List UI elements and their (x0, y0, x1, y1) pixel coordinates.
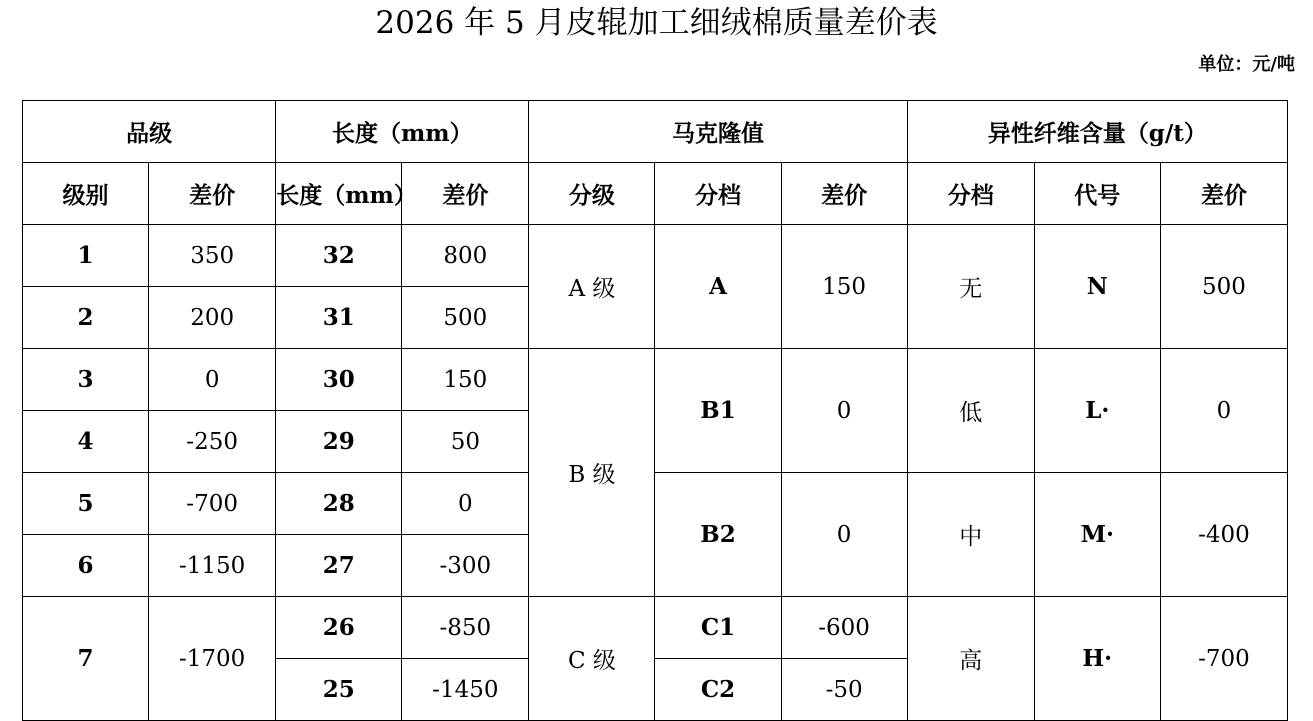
col-header-grade-level: 级别 (23, 163, 149, 225)
col-header-mic-class: 分级 (529, 163, 655, 225)
mic-class-cell: A 级 (529, 225, 655, 349)
price-difference-table (22, 100, 1288, 721)
length-cell: 31 (276, 287, 402, 349)
length-diff-cell: 800 (402, 225, 529, 287)
mic-bin-cell: C2 (655, 659, 781, 721)
column-header-row (23, 163, 1288, 225)
length-diff-cell: 150 (402, 349, 529, 411)
group-header-length: 长度（mm） (276, 101, 529, 163)
mic-class-cell: C 级 (529, 597, 655, 721)
table-row (23, 349, 1288, 411)
grade-diff-cell: -250 (149, 411, 276, 473)
length-cell: 27 (276, 535, 402, 597)
foreign-diff-cell: 0 (1160, 349, 1287, 473)
length-cell: 28 (276, 473, 402, 535)
grade-level-cell: 5 (23, 473, 149, 535)
grade-level-cell: 4 (23, 411, 149, 473)
grade-level-cell: 3 (23, 349, 149, 411)
foreign-bin-cell: 高 (907, 597, 1034, 721)
col-header-foreign-code: 代号 (1034, 163, 1160, 225)
foreign-diff-cell: 500 (1160, 225, 1287, 349)
foreign-bin-cell: 低 (907, 349, 1034, 473)
group-header-row (23, 101, 1288, 163)
table-row (23, 597, 1288, 659)
table-row (23, 225, 1288, 287)
grade-level-cell: 1 (23, 225, 149, 287)
group-header-grade: 品级 (23, 101, 276, 163)
group-header-foreign: 异性纤维含量（g/t） (907, 101, 1287, 163)
col-header-length-diff: 差价 (402, 163, 529, 225)
grade-diff-cell: -1150 (149, 535, 276, 597)
table-row (23, 473, 1288, 535)
col-header-mic-bin: 分档 (655, 163, 781, 225)
col-header-foreign-bin: 分档 (907, 163, 1034, 225)
mic-bin-cell: B2 (655, 473, 781, 597)
mic-diff-cell: 0 (781, 349, 907, 473)
mic-diff-cell: 0 (781, 473, 907, 597)
foreign-diff-cell: -700 (1160, 597, 1287, 721)
col-header-foreign-diff: 差价 (1160, 163, 1287, 225)
length-cell: 30 (276, 349, 402, 411)
grade-diff-cell: 0 (149, 349, 276, 411)
foreign-code-cell: M· (1034, 473, 1160, 597)
grade-level-cell: 6 (23, 535, 149, 597)
mic-bin-cell: A (655, 225, 781, 349)
length-cell: 26 (276, 597, 402, 659)
foreign-code-cell: H· (1034, 597, 1160, 721)
col-header-length: 长度（mm） (276, 163, 402, 225)
page-title: 2026 年 5 月皮辊加工细绒棉质量差价表 (375, 5, 938, 41)
mic-diff-cell: 150 (781, 225, 907, 349)
length-diff-cell: -1450 (402, 659, 529, 721)
length-diff-cell: 0 (402, 473, 529, 535)
grade-level-cell: 2 (23, 287, 149, 349)
length-cell: 32 (276, 225, 402, 287)
grade-diff-cell: -700 (149, 473, 276, 535)
grade-diff-cell: 350 (149, 225, 276, 287)
foreign-diff-cell: -400 (1160, 473, 1287, 597)
foreign-code-cell: L· (1034, 349, 1160, 473)
grade-level-cell: 7 (23, 597, 149, 721)
length-diff-cell: -300 (402, 535, 529, 597)
length-diff-cell: 500 (402, 287, 529, 349)
grade-diff-cell: -1700 (149, 597, 276, 721)
mic-diff-cell: -50 (781, 659, 907, 721)
col-header-grade-diff: 差价 (149, 163, 276, 225)
mic-class-cell: B 级 (529, 349, 655, 597)
group-header-mic: 马克隆值 (529, 101, 907, 163)
foreign-code-cell: N (1034, 225, 1160, 349)
foreign-bin-cell: 中 (907, 473, 1034, 597)
mic-diff-cell: -600 (781, 597, 907, 659)
col-header-mic-diff: 差价 (781, 163, 907, 225)
foreign-bin-cell: 无 (907, 225, 1034, 349)
mic-bin-cell: B1 (655, 349, 781, 473)
length-cell: 29 (276, 411, 402, 473)
length-cell: 25 (276, 659, 402, 721)
unit-label: 单位：元/吨 (1198, 54, 1295, 75)
length-diff-cell: 50 (402, 411, 529, 473)
length-diff-cell: -850 (402, 597, 529, 659)
grade-diff-cell: 200 (149, 287, 276, 349)
mic-bin-cell: C1 (655, 597, 781, 659)
